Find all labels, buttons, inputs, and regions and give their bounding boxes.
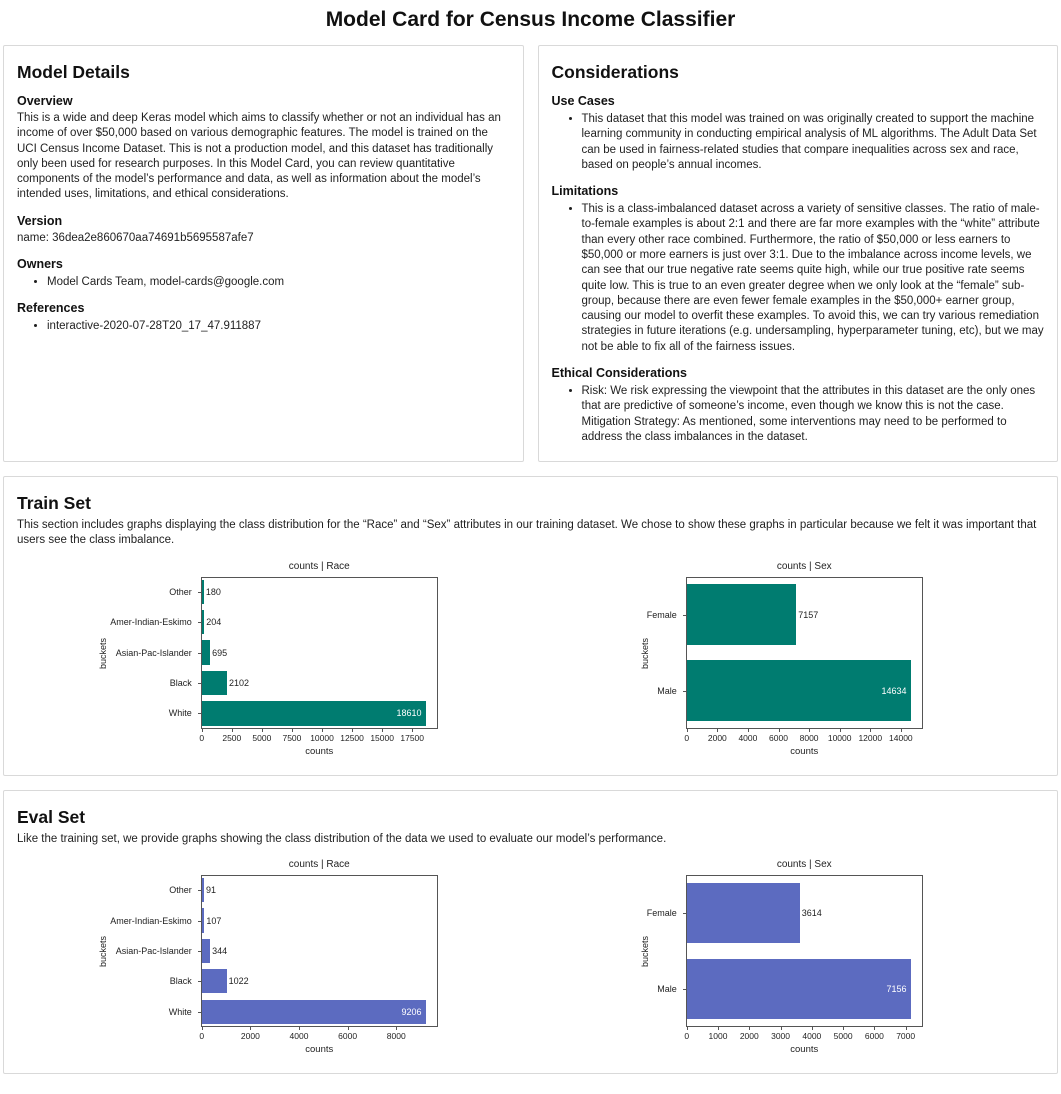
y-tick-label: Male xyxy=(657,983,677,994)
bar-value-label: 180 xyxy=(205,586,221,597)
train-set-card xyxy=(3,476,1058,776)
bar xyxy=(202,878,204,902)
limitation-item: • This is a class-imbalanced dataset across a variety of sensitive classes. The ratio of male-to-female examples is about 2:1 and there are far more examples with the “white” attribute than every other race combined. Furthermore, the ratio of $50,000 or less earners to $50,000 or more earners is just over 3:1. Due to the imbalance across income levels, we can see that our true negative rate seems quite high, while our true positive rate seems quite low. This is true to an even greater degree when we only look at the “female” sub-group, because there are even fewer female examples in the $50,000+ earner group, causing our model to overfit these examples. To avoid this, we can try various remediation strategies in future iterations (e.g. undersampling, hyperparameter tuning, etc), but we may not be able to fix all of the fairness issues. xyxy=(582,202,1045,355)
bar xyxy=(202,969,227,993)
reference-item: • interactive-2020-07-28T20_17_47.911887 xyxy=(47,319,510,334)
y-axis-label: buckets xyxy=(639,935,650,967)
x-tick-label: 5000 xyxy=(252,732,272,743)
overview-heading: Overview xyxy=(17,94,73,108)
top-cards-row xyxy=(3,45,1058,462)
x-tick-label: 17500 xyxy=(400,732,425,743)
owners-list xyxy=(17,275,510,290)
bar xyxy=(687,883,800,944)
train-set-description: This section includes graphs displaying the class distribution for the “Race” and “Sex” attributes in our training dataset. We chose to show these graphs in particular because we felt it was important that users see the class imbalance. xyxy=(17,519,1037,547)
eval-set-title: Eval Set xyxy=(17,806,86,827)
considerations-card xyxy=(538,45,1059,462)
x-tick-mark xyxy=(749,1027,750,1030)
x-tick-mark xyxy=(250,1027,251,1030)
bar-value-label: 7157 xyxy=(798,609,819,620)
y-tick-mark xyxy=(198,713,201,714)
x-axis-label: counts xyxy=(305,745,334,757)
owners-heading: Owners xyxy=(17,256,63,271)
y-tick-mark xyxy=(198,653,201,654)
x-tick-label: 4000 xyxy=(289,1030,309,1041)
x-tick-mark xyxy=(748,729,749,732)
x-tick-label: 4000 xyxy=(802,1030,822,1041)
bar xyxy=(202,580,204,604)
references-list xyxy=(17,319,510,334)
ethical-item xyxy=(582,384,1045,445)
y-axis-label: buckets xyxy=(639,637,650,669)
owner-item: • Model Cards Team, model-cards@google.com xyxy=(47,275,510,290)
x-tick-label: 8000 xyxy=(386,1030,406,1041)
bar-value-label: 1022 xyxy=(228,976,249,987)
train-set-title: Train Set xyxy=(17,493,91,514)
x-tick-label: 0 xyxy=(684,1030,690,1041)
x-tick-mark xyxy=(717,729,718,732)
y-tick-label: Female xyxy=(646,907,677,918)
model-details-title: Model Details xyxy=(17,62,130,82)
y-tick-label: Asian-Pac-Islander xyxy=(115,945,192,956)
x-tick-mark xyxy=(781,1027,782,1030)
y-tick-label: Amer-Indian-Eskimo xyxy=(110,915,192,926)
overview-text: This is a wide and deep Keras model which aims to classify whether or not an individual has an income of over $50,000 based on various demographic features. The model is trained on the UCI Census Income Dataset. This is not a production model, and this dataset has traditionally only been used for research purposes. In this Model Card, you can review quantitative components of the model’s performance and data, as well as information about the model’s intended uses, limitations, and ethical considerations. xyxy=(17,112,501,201)
bar-value-label: 91 xyxy=(205,885,216,896)
x-tick-label: 0 xyxy=(199,732,205,743)
page-title: Model Card for Census Income Classifier xyxy=(325,8,736,31)
bar-value-label: 204 xyxy=(206,617,222,628)
y-tick-mark xyxy=(198,951,201,952)
chart-title: counts | Sex xyxy=(776,858,832,870)
x-tick-label: 4000 xyxy=(738,732,758,743)
bar xyxy=(687,584,796,645)
ethical-list xyxy=(552,384,1045,445)
ethical-risk: • Risk: We risk expressing the viewpoint that the attributes in this dataset are the only ones that are predictive of someone’s income, even though we know this is not the case. xyxy=(581,384,1036,413)
bar-value-label: 695 xyxy=(212,647,228,658)
eval-set-description: Like the training set, we provide graphs showing the class distribution of the data we used to evaluate our model’s performance. xyxy=(17,832,667,845)
x-tick-mark xyxy=(812,1027,813,1030)
train-charts-row xyxy=(17,561,1044,761)
x-tick-label: 3000 xyxy=(771,1030,791,1041)
bar-value-label: 3614 xyxy=(801,907,822,918)
y-tick-mark xyxy=(198,622,201,623)
bar-value-label: 18610 xyxy=(396,708,422,719)
eval-sex-chart xyxy=(638,859,937,1059)
x-tick-label: 6000 xyxy=(864,1030,884,1041)
x-tick-mark xyxy=(901,729,902,732)
y-tick-mark xyxy=(198,981,201,982)
considerations-title: Considerations xyxy=(551,62,679,82)
x-tick-mark xyxy=(718,1027,719,1030)
y-tick-label: Other xyxy=(169,885,192,896)
x-tick-label: 0 xyxy=(199,1030,205,1041)
x-tick-label: 7000 xyxy=(896,1030,916,1041)
x-tick-label: 2500 xyxy=(222,732,242,743)
train-sex-chart xyxy=(638,561,937,761)
x-tick-mark xyxy=(412,729,413,732)
use-cases-list xyxy=(552,112,1045,173)
y-tick-label: Asian-Pac-Islander xyxy=(115,647,192,658)
bar xyxy=(202,1000,426,1024)
x-tick-label: 12000 xyxy=(858,732,883,743)
bar-value-label: 9206 xyxy=(401,1006,422,1017)
y-tick-mark xyxy=(198,683,201,684)
y-tick-label: Black xyxy=(169,976,192,987)
bar xyxy=(687,959,911,1020)
y-tick-label: White xyxy=(168,708,192,719)
model-details-card xyxy=(3,45,524,462)
y-tick-mark xyxy=(198,921,201,922)
x-tick-mark xyxy=(874,1027,875,1030)
x-axis-label: counts xyxy=(305,1043,334,1055)
y-tick-mark xyxy=(683,989,686,990)
x-tick-mark xyxy=(906,1027,907,1030)
chart-title: counts | Sex xyxy=(776,560,832,572)
x-tick-mark xyxy=(352,729,353,732)
use-cases-heading: Use Cases xyxy=(551,94,615,108)
eval-charts-row xyxy=(17,859,1044,1059)
x-tick-label: 5000 xyxy=(833,1030,853,1041)
x-tick-label: 10000 xyxy=(310,732,334,743)
x-tick-mark xyxy=(843,1027,844,1030)
eval-set-card xyxy=(3,790,1058,1074)
y-tick-mark xyxy=(683,913,686,914)
y-tick-mark xyxy=(683,615,686,616)
x-tick-mark xyxy=(687,1027,688,1030)
y-tick-mark xyxy=(683,691,686,692)
x-tick-label: 6000 xyxy=(769,732,788,743)
x-tick-mark xyxy=(840,729,841,732)
x-tick-mark xyxy=(809,729,810,732)
x-tick-mark xyxy=(292,729,293,732)
x-tick-mark xyxy=(779,729,780,732)
x-tick-label: 1000 xyxy=(708,1030,728,1041)
use-case-item: • This dataset that this model was trained on was originally created to support the machine learning community in conducting empirical analysis of ML algorithms. The Adult Data Set can be used in fairness-related studies that compare inequalities across sex and race, based on people’s annual incomes. xyxy=(582,112,1045,173)
x-tick-mark xyxy=(299,1027,300,1030)
y-tick-label: Other xyxy=(169,586,192,597)
limitations-heading: Limitations xyxy=(551,184,619,199)
x-tick-mark xyxy=(202,1027,203,1030)
x-tick-mark xyxy=(382,729,383,732)
bar xyxy=(202,939,210,963)
version-heading: Version xyxy=(17,213,63,228)
x-tick-label: 6000 xyxy=(338,1030,358,1041)
x-tick-label: 2000 xyxy=(739,1030,759,1041)
y-tick-label: Black xyxy=(169,678,192,689)
x-tick-label: 10000 xyxy=(827,732,852,743)
x-tick-mark xyxy=(202,729,203,732)
x-tick-mark xyxy=(348,1027,349,1030)
y-tick-label: White xyxy=(168,1006,192,1017)
y-tick-mark xyxy=(198,592,201,593)
y-tick-label: Male xyxy=(657,685,677,696)
limitations-list xyxy=(552,202,1045,355)
bar-value-label: 344 xyxy=(212,945,228,956)
bar xyxy=(202,640,210,664)
y-tick-mark xyxy=(198,890,201,891)
x-tick-label: 15000 xyxy=(370,732,394,743)
x-tick-label: 8000 xyxy=(799,732,819,743)
bar xyxy=(202,671,227,695)
references-heading: References xyxy=(17,301,85,316)
x-tick-mark xyxy=(262,729,263,732)
ethical-mitigation: Mitigation Strategy: As mentioned, some interventions may need to be performed to address the class imbalances in the dataset. xyxy=(581,415,1007,443)
x-tick-label: 14000 xyxy=(889,732,913,743)
y-tick-label: Amer-Indian-Eskimo xyxy=(110,617,192,628)
x-axis-label: counts xyxy=(790,1043,819,1055)
y-tick-mark xyxy=(198,1012,201,1013)
eval-race-chart xyxy=(96,859,452,1059)
bar xyxy=(687,660,911,721)
x-tick-mark xyxy=(396,1027,397,1030)
bar xyxy=(202,701,426,725)
x-tick-label: 12500 xyxy=(340,732,364,743)
version-text: name: 36dea2e860670aa74691b5695587afe7 xyxy=(17,231,254,244)
chart-title: counts | Race xyxy=(288,560,350,572)
x-tick-label: 7500 xyxy=(282,732,302,743)
bar xyxy=(202,610,204,634)
bar-value-label: 7156 xyxy=(886,983,907,994)
x-tick-mark xyxy=(232,729,233,732)
bar-value-label: 107 xyxy=(206,915,222,926)
x-tick-mark xyxy=(687,729,688,732)
chart-title: counts | Race xyxy=(288,858,350,870)
x-tick-label: 0 xyxy=(684,732,690,743)
bar xyxy=(202,908,205,932)
bar-value-label: 14634 xyxy=(881,685,907,696)
x-tick-label: 2000 xyxy=(240,1030,260,1041)
y-tick-label: Female xyxy=(646,609,677,620)
x-tick-mark xyxy=(322,729,323,732)
x-tick-mark xyxy=(870,729,871,732)
y-axis-label: buckets xyxy=(97,637,108,669)
x-tick-label: 2000 xyxy=(707,732,727,743)
y-axis-label: buckets xyxy=(97,935,108,967)
bar-value-label: 2102 xyxy=(229,678,250,689)
ethical-heading: Ethical Considerations xyxy=(551,365,687,380)
x-axis-label: counts xyxy=(790,745,819,757)
train-race-chart xyxy=(96,561,452,761)
